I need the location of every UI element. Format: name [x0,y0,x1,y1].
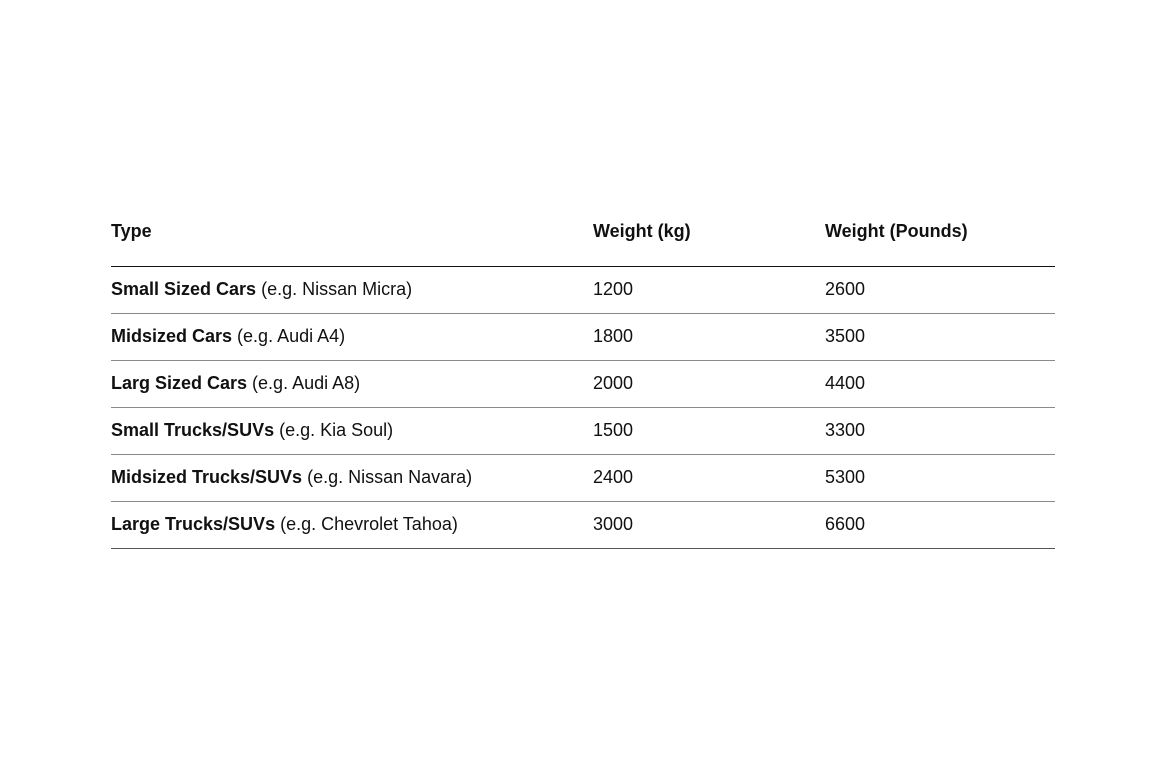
type-cell [111,360,593,407]
header-weight-pounds: Weight (Pounds) [825,214,1055,266]
table-row [111,407,1055,454]
vehicle-example: (e.g. Audi A8) [252,373,361,393]
type-cell [111,266,593,313]
vehicle-weight-table [111,214,1055,549]
weight-kg-cell: 3000 [593,501,825,548]
header-weight-kg: Weight (kg) [593,214,825,266]
vehicle-example: (e.g. Nissan Micra) [261,279,413,299]
weight-pounds-cell: 3300 [825,407,1055,454]
weight-pounds-cell: 5300 [825,454,1055,501]
type-cell [111,454,593,501]
vehicle-type-name: Midsized Trucks/SUVs [111,467,303,487]
vehicle-example: (e.g. Audi A4) [237,326,346,346]
weight-pounds-cell: 6600 [825,501,1055,548]
vehicle-weight-table-container [111,214,1055,549]
table-row [111,454,1055,501]
weight-kg-cell: 1500 [593,407,825,454]
vehicle-example: (e.g. Nissan Navara) [307,467,473,487]
table-row [111,266,1055,313]
header-row [111,214,1055,266]
weight-kg-cell: 1200 [593,266,825,313]
vehicle-example: (e.g. Chevrolet Tahoa) [280,514,458,534]
type-cell [111,313,593,360]
weight-kg-cell: 2000 [593,360,825,407]
vehicle-type-name: Small Sized Cars [111,279,257,299]
vehicle-example: (e.g. Kia Soul) [279,420,394,440]
weight-kg-cell: 1800 [593,313,825,360]
header-type: Type [111,214,593,266]
vehicle-type-name: Large Trucks/SUVs [111,514,276,534]
table-row [111,360,1055,407]
vehicle-type-name: Larg Sized Cars [111,373,248,393]
table-header [111,214,1055,266]
weight-kg-cell: 2400 [593,454,825,501]
vehicle-type-name: Small Trucks/SUVs [111,420,275,440]
type-cell [111,407,593,454]
type-cell [111,501,593,548]
table-row [111,501,1055,548]
vehicle-type-name: Midsized Cars [111,326,233,346]
table-row [111,313,1055,360]
weight-pounds-cell: 2600 [825,266,1055,313]
table-body [111,266,1055,548]
weight-pounds-cell: 4400 [825,360,1055,407]
weight-pounds-cell: 3500 [825,313,1055,360]
